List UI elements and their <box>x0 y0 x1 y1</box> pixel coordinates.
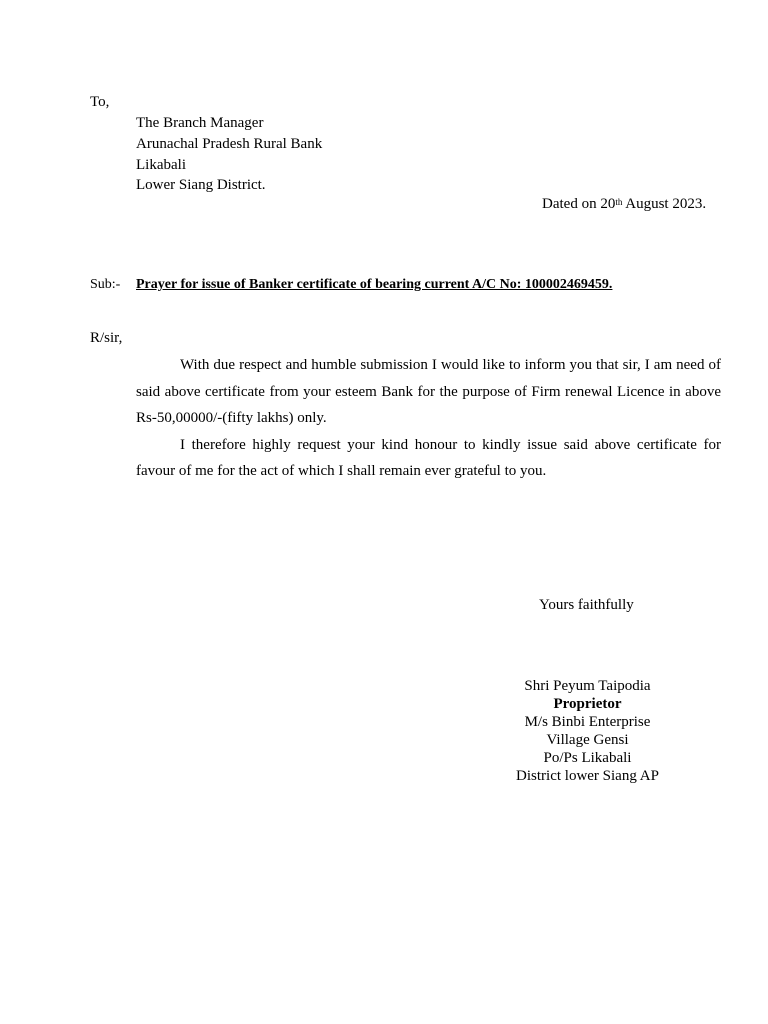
recipient-address <box>136 113 322 196</box>
date-suffix: August 2023. <box>622 196 707 212</box>
signatory-name: Shri Peyum Taipodia <box>524 678 651 694</box>
body-paragraph: With due respect and humble submission I would like to inform you that sir, I am need of said above certificate from your esteem Bank for the purpose of Firm renewal Licence in above Rs-50,00000/-(fifty lakhs) only. <box>136 357 721 426</box>
letter-date <box>542 196 706 213</box>
signature-block <box>505 678 670 785</box>
firm-name: M/s Binbi Enterprise <box>524 713 651 730</box>
date-prefix: Dated on 20 <box>542 196 616 212</box>
letter-body <box>136 352 721 485</box>
post-line: Po/Ps Likabali <box>543 749 632 766</box>
signatory-title: Proprietor <box>553 695 622 712</box>
recipient-line: The Branch Manager <box>136 115 264 131</box>
subject-text: Prayer for issue of Banker certificate of bearing current A/C No: 100002469459. <box>136 277 613 292</box>
recipient-line: Likabali <box>136 156 186 173</box>
district-line: District lower Siang AP <box>516 767 659 784</box>
closing: Yours faithfully <box>539 597 634 613</box>
greeting: R/sir, <box>90 330 123 346</box>
body-paragraph: I therefore highly request your kind honour to kindly issue said above certificate for favour of me for the act of which I shall remain ever grateful to you. <box>136 436 721 479</box>
recipient-line: Arunachal Pradesh Rural Bank <box>136 135 323 152</box>
recipient-line: Lower Siang District. <box>136 177 266 194</box>
subject-label: Sub:- <box>90 277 121 292</box>
date-superscript: th <box>615 197 623 207</box>
to-label: To, <box>90 94 110 110</box>
village-line: Village Gensi <box>546 731 629 748</box>
